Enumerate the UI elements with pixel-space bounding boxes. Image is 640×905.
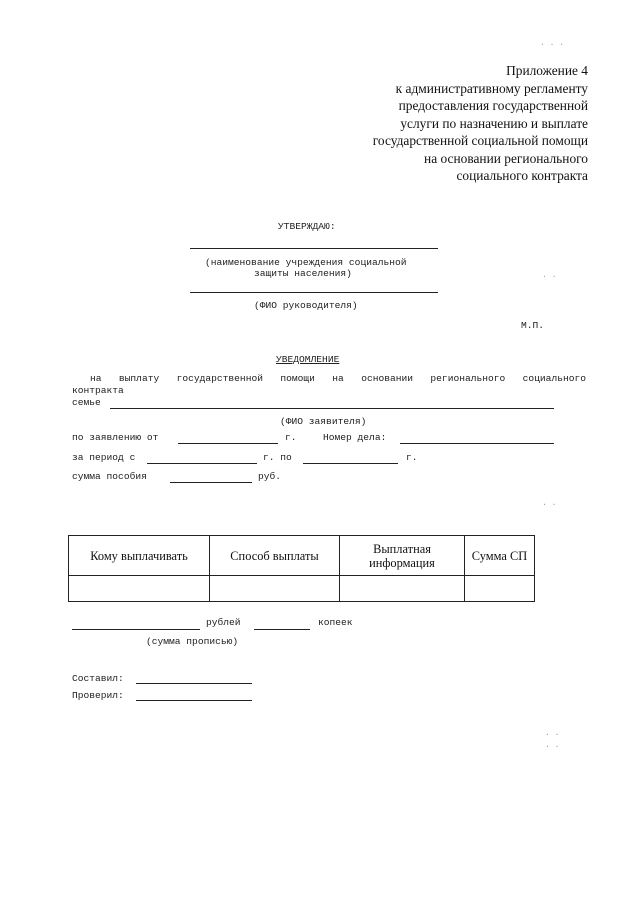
column-header: Кому выплачивать bbox=[69, 536, 210, 576]
checked-signature-line bbox=[136, 700, 252, 701]
rubles-label: рублей bbox=[206, 617, 241, 628]
notice-title: УВЕДОМЛЕНИЕ bbox=[276, 354, 340, 365]
appendix-line: государственной социальной помощи bbox=[372, 133, 588, 148]
head-hint: (ФИО руководителя) bbox=[254, 300, 358, 311]
column-header: Выплатная информация bbox=[340, 536, 465, 576]
approve-title: УТВЕРЖДАЮ: bbox=[278, 221, 336, 232]
amount-words-hint: (сумма прописью) bbox=[146, 636, 239, 647]
kopecks-label: копеек bbox=[318, 617, 353, 628]
family-line bbox=[110, 408, 554, 409]
family-label: семье bbox=[72, 397, 101, 408]
table-cell bbox=[340, 576, 465, 602]
table-cell bbox=[69, 576, 210, 602]
notice-line-2: контракта bbox=[72, 385, 124, 396]
notice-line-1: на выплату государственной помощи на основании регионального социального bbox=[90, 373, 586, 384]
appendix-header bbox=[373, 62, 588, 185]
period-to-label: г. по bbox=[263, 452, 292, 463]
benefit-amount-line bbox=[170, 482, 252, 483]
period-from-label: за период с bbox=[72, 452, 136, 463]
institution-hint-1: (наименование учреждения социальной bbox=[205, 257, 407, 268]
checked-label: Проверил: bbox=[72, 690, 124, 701]
application-label: по заявлению от bbox=[72, 432, 159, 443]
amount-rubles-line bbox=[72, 629, 200, 630]
table-cell bbox=[210, 576, 340, 602]
scan-speck: · · · bbox=[540, 40, 565, 49]
case-number-line bbox=[400, 443, 554, 444]
head-line bbox=[190, 292, 438, 293]
period-to-line bbox=[303, 463, 398, 464]
appendix-line: услуги по назначению и выплате bbox=[400, 115, 588, 131]
table-row bbox=[69, 576, 535, 602]
institution-line bbox=[190, 248, 438, 249]
scan-speck: · · bbox=[542, 500, 557, 509]
applicant-hint: (ФИО заявителя) bbox=[280, 416, 367, 427]
appendix-line: Приложение 4 bbox=[506, 63, 588, 78]
column-header: Способ выплаты bbox=[210, 536, 340, 576]
stamp-place: М.П. bbox=[521, 320, 545, 331]
table-cell bbox=[465, 576, 535, 602]
payment-table bbox=[68, 535, 535, 602]
case-label: Номер дела: bbox=[323, 432, 387, 443]
application-date-line bbox=[178, 443, 278, 444]
year-abbr: г. bbox=[406, 452, 418, 463]
appendix-line: социального контракта bbox=[456, 168, 588, 183]
benefit-label: сумма пособия bbox=[72, 471, 147, 482]
scan-speck: · · bbox=[545, 730, 560, 739]
scan-speck: · · bbox=[542, 272, 557, 281]
column-header: Сумма СП bbox=[465, 536, 535, 576]
scan-speck: · · bbox=[545, 742, 560, 751]
appendix-line: к административному регламенту bbox=[395, 80, 588, 96]
year-abbr: г. bbox=[285, 432, 297, 443]
appendix-line: предоставления государственной bbox=[398, 98, 588, 113]
institution-hint-2: защиты населения) bbox=[254, 268, 352, 279]
period-from-line bbox=[147, 463, 257, 464]
compiled-signature-line bbox=[136, 683, 252, 684]
amount-kopecks-line bbox=[254, 629, 310, 630]
compiled-label: Составил: bbox=[72, 673, 124, 684]
table-header-row bbox=[69, 536, 535, 576]
currency-rub: руб. bbox=[258, 471, 282, 482]
appendix-line: на основании регионального bbox=[424, 150, 588, 166]
